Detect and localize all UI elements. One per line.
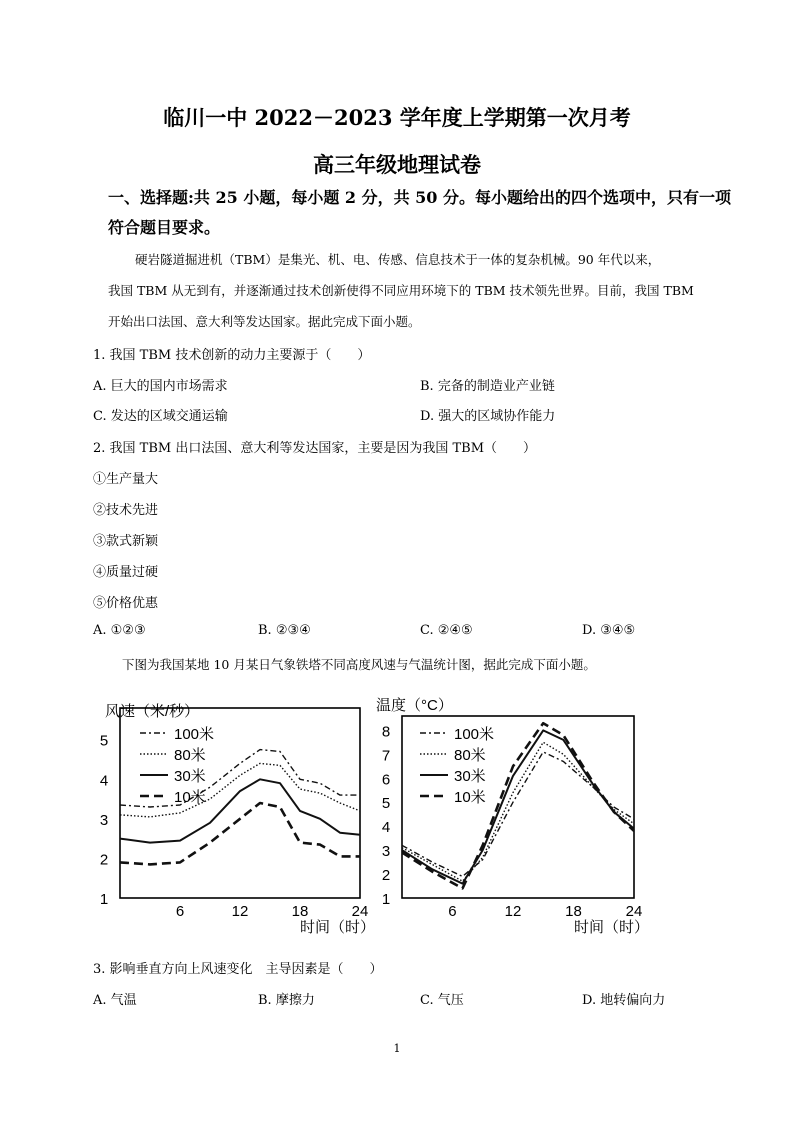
q2-stem: 2. 我国 TBM 出口法国、意大利等发达国家，主要是因为我国 TBM（ ）: [93, 441, 537, 456]
q3-option-a: A. 气温: [93, 993, 137, 1008]
chart1-ytick-3: 3: [99, 811, 109, 829]
chart2-ytick-4: 4: [381, 819, 391, 837]
chart2-ytick-7: 7: [381, 747, 391, 765]
chart1-xtick-24: 24: [351, 903, 369, 920]
passage1-line3: 开始出口法国、意大利等发达国家。据此完成下面小题。: [108, 314, 421, 329]
passage2-line1: 下图为我国某地 10 月某日气象铁塔不同高度风速与气温统计图，据此完成下面小题。: [122, 657, 596, 672]
exam-title: 临川一中 2022－2023 学年度上学期第一次月考: [163, 105, 631, 130]
chart2-ylabel: 温度（°C）: [376, 697, 453, 714]
section-heading-line1: 一、选择题:共 25 小题，每小题 2 分，共 50 分。每小题给出的四个选项中，只有一项: [108, 188, 731, 207]
q1-option-a: A. 巨大的国内市场需求: [93, 379, 228, 394]
q2-item-4: ④质量过硬: [93, 565, 159, 580]
chart1-series-100米: [120, 750, 360, 807]
q3-option-c: C. 气压: [420, 993, 464, 1008]
chart1-ylabel: 风速（米/秒）: [105, 703, 200, 720]
q2-item-5: ⑤价格优惠: [93, 596, 159, 611]
q3-stem: 3. 影响垂直方向上风速变化 主导因素是（ ）: [93, 962, 383, 977]
section-heading-line2: 符合题目要求。: [108, 218, 221, 237]
page-number: 1: [393, 1042, 401, 1055]
chart2-xtick-6: 6: [448, 903, 457, 920]
chart1-ytick-2: 2: [99, 851, 109, 869]
q1-option-d: D. 强大的区域协作能力: [420, 409, 556, 424]
figure-wind-temperature: [0, 688, 794, 948]
chart2-xlabel: 时间（时）: [574, 919, 650, 936]
chart2-xtick-12: 12: [504, 903, 522, 920]
chart1-series-30米: [120, 779, 360, 842]
chart2-legend-label-10米: 10米: [454, 789, 486, 806]
chart1-xtick-12: 12: [231, 903, 249, 920]
chart2-legend-label-100米: 100米: [454, 726, 495, 743]
q2-option-a: A. ①②③: [93, 623, 146, 638]
chart2-ytick-5: 5: [381, 795, 391, 813]
chart1-ytick-4: 4: [99, 772, 109, 790]
passage1-line2: 我国 TBM 从无到有，并逐渐通过技术创新使得不同应用环境下的 TBM 技术领先世界。目前，我国 TBM: [108, 283, 694, 298]
chart2-legend-label-30米: 30米: [454, 768, 486, 785]
chart2-ytick-6: 6: [381, 771, 391, 789]
q1-option-c: C. 发达的区域交通运输: [93, 409, 228, 424]
chart1-legend-label-30米: 30米: [174, 768, 206, 785]
chart1-legend-label-80米: 80米: [174, 747, 206, 764]
chart2-legend-label-80米: 80米: [454, 747, 486, 764]
chart1-legend-label-100米: 100米: [174, 726, 215, 743]
q1-stem: 1. 我国 TBM 技术创新的动力主要源于（ ）: [93, 348, 371, 363]
q3-option-b: B. 摩擦力: [258, 993, 315, 1008]
chart2-ytick-3: 3: [381, 843, 391, 861]
chart2-xtick-18: 18: [565, 903, 582, 920]
q2-option-c: C. ②④⑤: [420, 623, 473, 638]
chart1-legend-label-10米: 10米: [174, 789, 206, 806]
q2-option-d: D. ③④⑤: [582, 623, 636, 638]
chart1-frame: [120, 708, 360, 898]
chart1-xlabel: 时间（时）: [300, 919, 376, 936]
chart1-xtick-6: 6: [175, 903, 185, 920]
chart1-series-10米: [120, 803, 360, 864]
chart2-series-10米: [402, 723, 634, 888]
chart2-ytick-1: 1: [381, 891, 391, 908]
q2-option-b: B. ②③④: [258, 623, 311, 638]
q1-option-b: B. 完备的制造业产业链: [420, 379, 555, 394]
q3-option-d: D. 地转偏向力: [582, 993, 666, 1008]
chart2-ytick-2: 2: [381, 867, 391, 885]
chart2-series-30米: [402, 730, 634, 883]
chart1-ytick-1: 1: [99, 891, 109, 908]
q2-item-3: ③款式新颖: [93, 534, 159, 549]
chart1-ytick-5: 5: [99, 732, 109, 750]
chart1-xtick-18: 18: [291, 903, 309, 920]
exam-subtitle: 高三年级地理试卷: [313, 152, 481, 177]
chart2-xtick-24: 24: [625, 903, 643, 920]
q2-item-1: ①生产量大: [93, 472, 159, 487]
q2-item-2: ②技术先进: [93, 503, 159, 518]
chart2-series-100米: [402, 752, 634, 877]
passage1-line1: 硬岩隧道掘进机（TBM）是集光、机、电、传感、信息技术于一体的复杂机械。90 年代以来，: [135, 252, 661, 267]
chart2-series-80米: [402, 742, 634, 881]
chart2-ytick-8: 8: [381, 723, 391, 741]
